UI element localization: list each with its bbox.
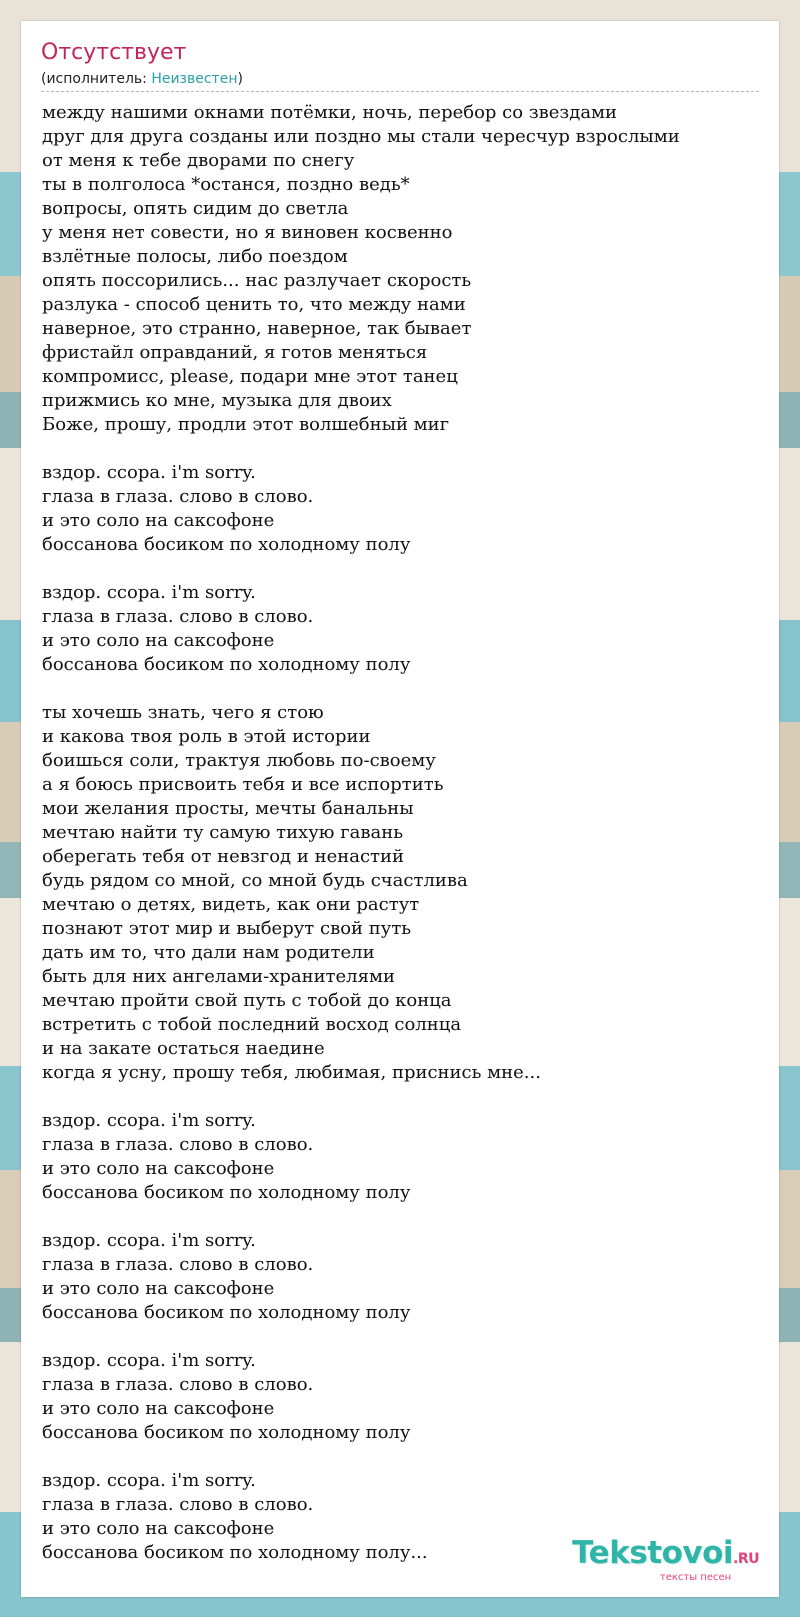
- lyric-line: мечтаю пройти свой путь с тобой до конца: [42, 990, 452, 1011]
- lyric-line: глаза в глаза. слово в слово.: [42, 486, 314, 507]
- lyric-line: взлётные полосы, либо поездом: [42, 246, 348, 267]
- lyric-line: разлука - способ ценить то, что между нами: [42, 294, 466, 315]
- lyric-line: вздор. ссора. i'm sorry.: [42, 462, 256, 483]
- lyric-line: боссанова босиком по холодному полу: [42, 1302, 411, 1323]
- stanza-break: [42, 1205, 762, 1229]
- lyric-line: боишься соли, трактуя любовь по-своему: [42, 750, 436, 771]
- artist-link[interactable]: Неизвестен: [151, 71, 238, 87]
- lyric-line: встретить с тобой последний восход солнца: [42, 1014, 462, 1035]
- lyric-line: боссанова босиком по холодному полу: [42, 1422, 411, 1443]
- lyric-line: мечтаю найти ту самую тихую гавань: [42, 822, 404, 843]
- lyric-line: глаза в глаза. слово в слово.: [42, 1254, 314, 1275]
- lyric-line: боссанова босиком по холодному полу: [42, 654, 411, 675]
- lyric-line: и это соло на саксофоне: [42, 510, 275, 531]
- lyric-line: мечтаю о детях, видеть, как они растут: [42, 894, 420, 915]
- lyric-line: друг для друга созданы или поздно мы стали чересчур взрослыми: [42, 126, 680, 147]
- lyric-line: глаза в глаза. слово в слово.: [42, 606, 314, 627]
- lyric-line: глаза в глаза. слово в слово.: [42, 1134, 314, 1155]
- stanza-break: [42, 677, 762, 701]
- lyrics-card: [21, 21, 779, 1597]
- lyric-line: и это соло на саксофоне: [42, 1158, 275, 1179]
- lyric-line: наверное, это странно, наверное, так бывает: [42, 318, 472, 339]
- logo-tld: .RU: [733, 1551, 759, 1567]
- lyric-line: ты в полголоса *останся, поздно ведь*: [42, 174, 410, 195]
- lyric-line: боссанова босиком по холодному полу: [42, 1182, 411, 1203]
- stanza-break: [42, 1325, 762, 1349]
- lyric-line: и на закате остаться наедине: [42, 1038, 325, 1059]
- lyric-line: глаза в глаза. слово в слово.: [42, 1494, 314, 1515]
- stanza-break: [42, 437, 762, 461]
- logo-name: Tekstovoi: [572, 1535, 734, 1571]
- lyric-line: когда я усну, прошу тебя, любимая, приснись мне...: [42, 1062, 541, 1083]
- lyric-line: и это соло на саксофоне: [42, 1518, 275, 1539]
- lyric-line: ты хочешь знать, чего я стою: [42, 702, 324, 723]
- lyric-line: а я боюсь присвоить тебя и все испортить: [42, 774, 444, 795]
- lyric-line: от меня к тебе дворами по снегу: [42, 150, 355, 171]
- lyrics-text: [42, 101, 762, 1565]
- lyric-line: и это соло на саксофоне: [42, 1398, 275, 1419]
- lyric-line: и это соло на саксофоне: [42, 1278, 275, 1299]
- artist-line: [41, 70, 759, 92]
- lyric-line: вопросы, опять сидим до светла: [42, 198, 349, 219]
- lyric-line: компромисс, please, подари мне этот танец: [42, 366, 458, 387]
- artist-suffix: ): [237, 71, 243, 87]
- stanza-break: [42, 1445, 762, 1469]
- site-logo[interactable]: [572, 1536, 759, 1583]
- lyric-line: мои желания просты, мечты банальны: [42, 798, 414, 819]
- lyric-line: вздор. ссора. i'm sorry.: [42, 1470, 256, 1491]
- lyric-line: и это соло на саксофоне: [42, 630, 275, 651]
- lyric-line: оберегать тебя от невзгод и ненастий: [42, 846, 404, 867]
- lyric-line: быть для них ангелами-хранителями: [42, 966, 395, 987]
- lyric-line: дать им то, что дали нам родители: [42, 942, 375, 963]
- lyric-line: вздор. ссора. i'm sorry.: [42, 1230, 256, 1251]
- lyric-line: прижмись ко мне, музыка для двоих: [42, 390, 392, 411]
- lyric-line: вздор. ссора. i'm sorry.: [42, 582, 256, 603]
- stanza-break: [42, 557, 762, 581]
- lyric-line: Боже, прошу, продли этот волшебный миг: [42, 414, 450, 435]
- lyric-line: опять поссорились... нас разлучает скорость: [42, 270, 472, 291]
- logo-tagline: тексты песен: [659, 1572, 732, 1583]
- lyric-line: боссанова босиком по холодному полу: [42, 534, 411, 555]
- lyric-line: будь рядом со мной, со мной будь счастлива: [42, 870, 468, 891]
- artist-prefix: (исполнитель:: [41, 71, 152, 87]
- lyric-line: между нашими окнами потёмки, ночь, перебор со звездами: [42, 102, 618, 123]
- lyric-line: боссанова босиком по холодному полу...: [42, 1542, 428, 1563]
- lyric-line: и какова твоя роль в этой истории: [42, 726, 371, 747]
- lyric-line: вздор. ссора. i'm sorry.: [42, 1350, 256, 1371]
- lyric-line: фристайл оправданий, я готов меняться: [42, 342, 428, 363]
- lyric-line: глаза в глаза. слово в слово.: [42, 1374, 314, 1395]
- logo-wordmark: [572, 1536, 759, 1576]
- lyric-line: у меня нет совести, но я виновен косвенно: [42, 222, 453, 243]
- song-title: Отсутствует: [41, 40, 187, 65]
- lyric-line: познают этот мир и выберут свой путь: [42, 918, 412, 939]
- lyric-line: вздор. ссора. i'm sorry.: [42, 1110, 256, 1131]
- stanza-break: [42, 1085, 762, 1109]
